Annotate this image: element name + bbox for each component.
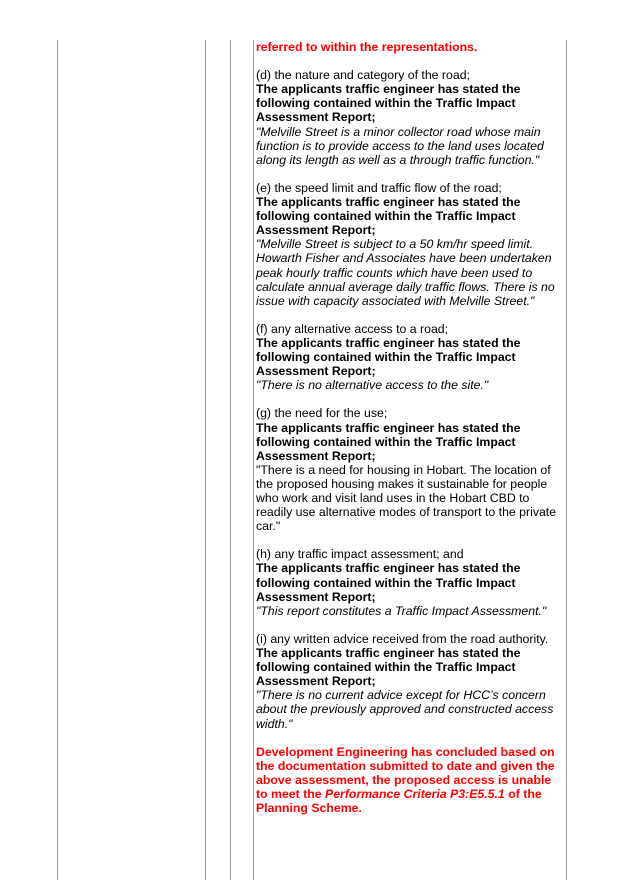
criterion-heading: (i) any written advice received from the road authority. [256,631,549,646]
criterion-quote: "This report constitutes a Traffic Impact Assessment." [256,603,547,618]
criterion-quote: "There is a need for housing in Hobart. The location of the proposed housing makes it sustainable for people who work and visit land uses in the Hobart CBD to readily use alternative modes of transport to the private car." [256,462,557,534]
intro-red-text: referred to within the representations. [256,40,478,54]
applicant-statement: The applicants traffic engineer has stated the following contained within the Traffic Impact Assessment Report; [256,335,521,379]
criterion-h [256,547,564,617]
applicant-statement: The applicants traffic engineer has stated the following contained within the Traffic Impact Assessment Report; [256,646,521,689]
applicant-statement: The applicants traffic engineer has stated the following contained within the Traffic Impact Assessment Report; [256,195,521,238]
table-border-left [57,40,58,880]
conclusion-text-before: Development Engineering has concluded based on the documentation submitted to date and given the above assessment, the proposed access is unable to meet the [256,744,555,801]
table-border-col3 [253,40,254,880]
assessment-text-cell [256,40,564,815]
criterion-g [256,406,564,533]
criterion-heading: (f) any alternative access to a road; [256,321,449,336]
applicant-statement: The applicants traffic engineer has stated the following contained within the Traffic Impact Assessment Report; [256,420,521,463]
criterion-heading: (e) the speed limit and traffic flow of the road; [256,180,502,195]
criterion-heading: (h) any traffic impact assessment; and [256,547,464,562]
performance-criteria-ref: Performance Criteria P3:E5.5.1 [325,786,505,801]
criterion-d [256,68,564,167]
table-border-col1 [205,40,206,880]
table-border-col2 [230,40,231,880]
table-border-right [566,40,567,880]
applicant-statement: The applicants traffic engineer has stated the following contained within the Traffic Impact Assessment Report; [256,561,521,604]
criterion-heading: (d) the nature and category of the road; [256,68,470,83]
criterion-i [256,632,564,731]
criterion-f [256,322,564,392]
criterion-heading: (g) the need for the use; [256,406,388,421]
conclusion-text-after: of the Planning Scheme. [256,786,542,816]
criterion-quote: "There is no current advice except for HCC’s concern about the previously approved and constructed access width." [256,688,554,731]
criterion-quote: "Melville Street is subject to a 50 km/hr speed limit. Howarth Fisher and Associates have been undertaken peak hourly traffic counts which have been used to calculate annual average daily traffic flows. There is no issue with capacity associated with Melville Street." [256,237,555,308]
criterion-quote: "Melville Street is a minor collector road whose main function is to provide access to the land uses located along its length as well as a through traffic function." [256,124,544,167]
conclusion-text [256,745,564,815]
applicant-statement: The applicants traffic engineer has stated the following contained within the Traffic Impact Assessment Report; [256,82,521,125]
criterion-e [256,181,564,308]
criterion-quote: "There is no alternative access to the site." [256,378,489,393]
